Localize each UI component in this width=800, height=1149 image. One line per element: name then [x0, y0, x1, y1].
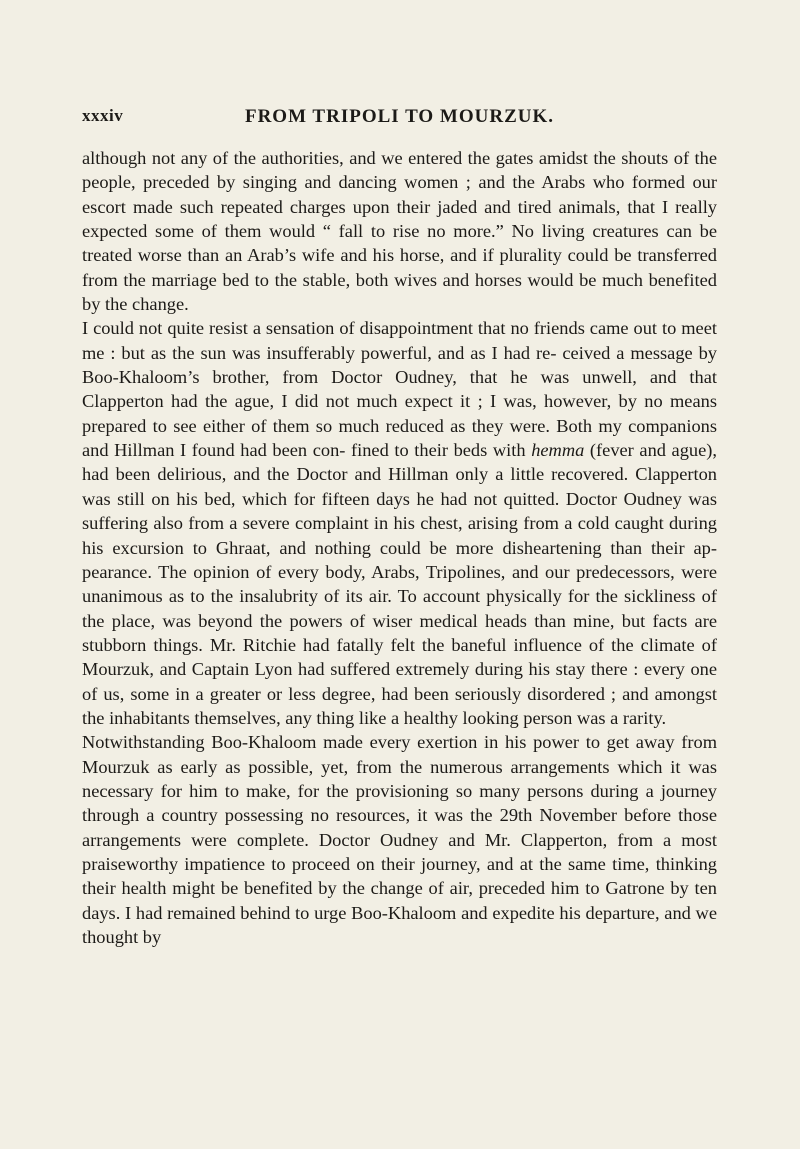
paragraph-2-start: I could not quite resist a sensation of disappointment that no friends came out to meet me : but as the sun was insufferably powerful, and as I had re- ceived a message by Boo-Khaloom’s brother, from Doctor Oudney, that he was unwell, and that Clapperton had the ague, I did not much expect it ; I was, however, by no means prepared to see either of them so much reduced as they were. Both my companions and Hillman I found had been con- fined to their beds with: [82, 318, 717, 461]
page-number: xxxiv: [82, 106, 124, 125]
italic-term: hemma: [531, 440, 585, 461]
paragraph-1: although not any of the authorities, and we entered the gates amidst the shouts of the people, preceded by singing and dancing women ; and the Arabs who formed our escort made such repeated charges upon their jaded and tired animals, that I really expected some of them would “ fall to rise no more.” No living creatures can be treated worse than an Arab’s wife and his horse, and if plurality could be transferred from the marriage bed to the stable, both wives and horses would be much benefited by the change.: [82, 148, 717, 315]
body-text: [82, 146, 717, 949]
paragraph-2-end: (fever and ague), had been delirious, and the Doctor and Hillman only a little recovered. Clapperton was still on his bed, which for fifteen days he had not quitted. Doctor Oudney was suffering also from a severe complaint in his chest, arising from a cold caught during his excursion to Ghraat, and nothing could be more disheartening than their ap- pearance. The opinion of every body, Arabs, Tripolines, and our predecessors, were unanimous as to the insalubrity of its air. To account physically for the sickliness of the place, was beyond the powers of wiser medical heads than mine, but facts are stubborn things. Mr. Ritchie had fatally felt the baneful influence of the climate of Mourzuk, and Captain Lyon had suffered extremely during his stay there : every one of us, some in a greater or less degree, had been seriously disordered ; and amongst the inhabitants themselves, any thing like a healthy looking person was a rarity.: [82, 440, 717, 728]
paragraph-3: Notwithstanding Boo-Khaloom made every exertion in his power to get away from Mourzuk as early as possible, yet, from the numerous arrangements which it was necessary for him to make, for the provisioning so many persons during a journey through a country possessing no resources, it was the 29th November before those arrangements were complete. Doctor Oudney and Mr. Clapperton, from a most praiseworthy impatience to proceed on their journey, and at the same time, thinking their health might be benefited by the change of air, preceded him to Gatrone by ten days. I had remained behind to urge Boo-Khaloom and expedite his departure, and we thought by: [82, 732, 717, 947]
running-title: FROM TRIPOLI TO MOURZUK.: [244, 106, 555, 127]
page-header: [82, 106, 717, 136]
paragraph-2: [82, 316, 717, 730]
